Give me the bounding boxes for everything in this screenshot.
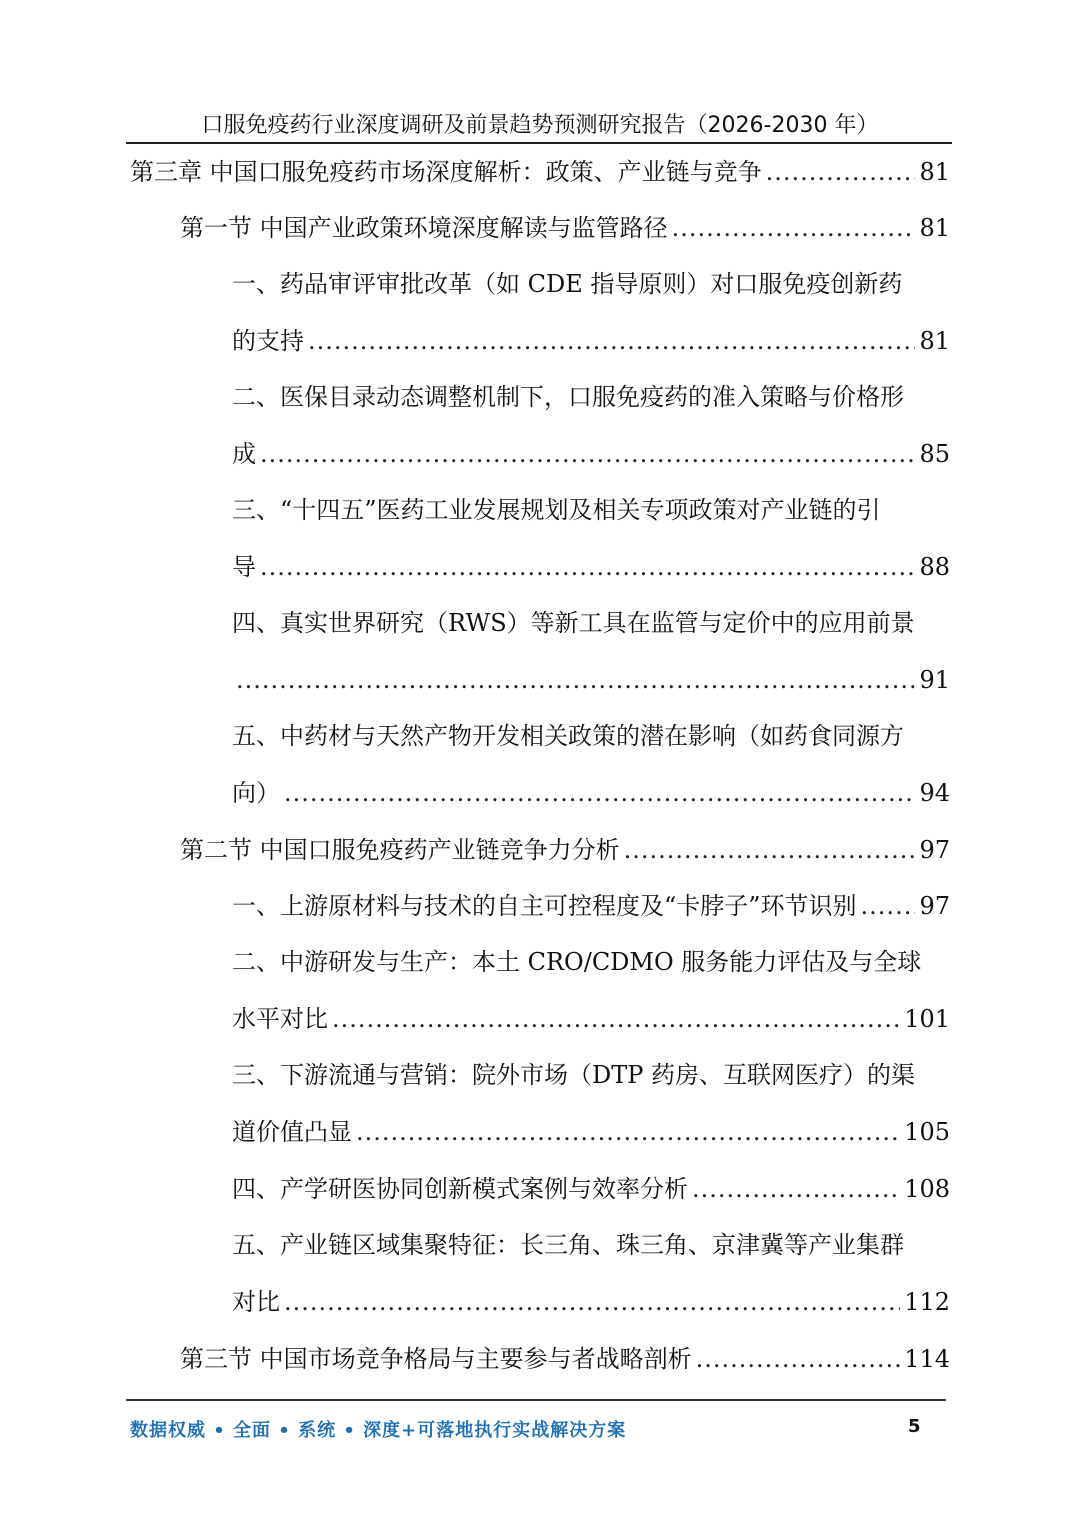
toc-leader-dots: [672, 212, 916, 244]
toc-entry-section-2[interactable]: [180, 834, 950, 866]
toc-entry-text: 第三章 中国口服免疫药市场深度解析：政策、产业链与竞争: [130, 158, 762, 186]
toc-leader-dots: [624, 834, 916, 866]
toc-leader-dots: [766, 156, 916, 188]
toc-entry-page: 94: [919, 779, 950, 807]
toc-entry-text: 三、“十四五”医药工业发展规划及相关专项政策对产业链的引: [232, 496, 881, 524]
toc-entry-text: 向）: [232, 779, 280, 807]
toc-entry-text: 第二节 中国口服免疫药产业链竞争力分析: [180, 836, 620, 864]
toc-entry-1-5-line2[interactable]: [232, 777, 950, 809]
toc-entry-text: 四、真实世界研究（RWS）等新工具在监管与定价中的应用前景: [232, 609, 915, 637]
toc-entry-text: 道价值凸显: [232, 1118, 352, 1146]
toc-entry-page: 114: [904, 1345, 950, 1373]
toc-entry-text: 第一节 中国产业政策环境深度解读与监管路径: [180, 214, 668, 242]
toc-entry-2-1[interactable]: [232, 890, 950, 922]
toc-leader-dots: [260, 438, 915, 470]
toc-entry-page: 81: [919, 158, 950, 186]
page-header-title: 口服免疫药行业深度调研及前景趋势预测研究报告（2026-2030 年）: [201, 113, 879, 138]
toc-entry-1-2-line2[interactable]: [232, 438, 950, 470]
toc-entry-1-5-line1[interactable]: [232, 720, 950, 752]
toc-entry-page: 81: [919, 327, 950, 355]
toc-leader-dots: [332, 1003, 900, 1035]
toc-entry-1-3-line2[interactable]: [232, 551, 950, 583]
toc-entry-2-2-line2[interactable]: [232, 1003, 950, 1035]
toc-entry-text: 第三节 中国市场竞争格局与主要参与者战略剖析: [180, 1345, 692, 1373]
toc-entry-page: 91: [919, 666, 950, 694]
toc-entry-2-3-line1[interactable]: [232, 1059, 950, 1091]
toc-entry-2-4[interactable]: [232, 1173, 950, 1205]
footer-page-number: 5: [908, 1416, 921, 1437]
toc-entry-1-1-line2[interactable]: [232, 325, 950, 357]
toc-entry-page: 81: [919, 214, 950, 242]
toc-entry-1-1-line1[interactable]: [232, 268, 950, 300]
toc-entry-text: 一、药品审评审批改革（如 CDE 指导原则）对口服免疫创新药: [232, 270, 903, 298]
toc-entry-2-5-line1[interactable]: [232, 1229, 950, 1261]
toc-entry-page: 101: [904, 1005, 950, 1033]
toc-entry-chapter-3[interactable]: [130, 156, 950, 188]
toc-entry-text: 导: [232, 553, 256, 581]
toc-entry-1-2-line1[interactable]: [232, 381, 950, 413]
toc-entry-1-4-line2[interactable]: [232, 664, 950, 696]
toc-entry-1-3-line1[interactable]: [232, 494, 950, 526]
toc-entry-2-2-line1[interactable]: [232, 946, 950, 978]
toc-entry-page: 88: [919, 553, 950, 581]
toc-entry-page: 108: [904, 1175, 950, 1203]
toc-leader-dots: [861, 890, 916, 922]
toc-leader-dots: [692, 1173, 900, 1205]
toc-entry-page: 85: [919, 440, 950, 468]
toc-entry-text: 成: [232, 440, 256, 468]
toc-entry-text: 五、中药材与天然产物开发相关政策的潜在影响（如药食同源方: [232, 722, 904, 750]
toc-leader-dots: [284, 1286, 900, 1318]
toc-leader-dots: [356, 1116, 900, 1148]
toc-entry-text: 对比: [232, 1288, 280, 1316]
toc-entry-text: 的支持: [232, 327, 304, 355]
header-divider: [126, 142, 952, 144]
toc-entry-2-3-line2[interactable]: [232, 1116, 950, 1148]
toc-entry-page: 112: [904, 1288, 950, 1316]
toc-leader-dots: [284, 777, 915, 809]
toc-entry-section-3[interactable]: [180, 1343, 950, 1375]
toc-entry-text: 二、中游研发与生产：本土 CRO/CDMO 服务能力评估及与全球: [232, 948, 922, 976]
toc-entry-text: 二、医保目录动态调整机制下，口服免疫药的准入策略与价格形: [232, 383, 904, 411]
toc-leader-dots: [308, 325, 915, 357]
toc-entry-section-1[interactable]: [180, 212, 950, 244]
toc-leader-dots: [260, 551, 915, 583]
footer-slogan: 数据权威 • 全面 • 系统 • 深度+可落地执行实战解决方案: [130, 1420, 627, 1441]
toc-entry-text: 水平对比: [232, 1005, 328, 1033]
toc-entry-text: 一、上游原材料与技术的自主可控程度及“卡脖子”环节识别: [232, 892, 857, 920]
toc-entry-text: 四、产学研医协同创新模式案例与效率分析: [232, 1175, 688, 1203]
footer-divider: [126, 1399, 946, 1401]
toc-entry-2-5-line2[interactable]: [232, 1286, 950, 1318]
toc-entry-1-4-line1[interactable]: [232, 607, 950, 639]
toc-leader-dots: [696, 1343, 901, 1375]
toc-entry-text: 三、下游流通与营销：院外市场（DTP 药房、互联网医疗）的渠: [232, 1061, 916, 1089]
toc-entry-text: 五、产业链区域集聚特征：长三角、珠三角、京津冀等产业集群: [232, 1231, 904, 1259]
toc-entry-page: 97: [919, 892, 950, 920]
toc-leader-dots: [236, 664, 915, 696]
toc-entry-page: 97: [919, 836, 950, 864]
toc-entry-page: 105: [904, 1118, 950, 1146]
